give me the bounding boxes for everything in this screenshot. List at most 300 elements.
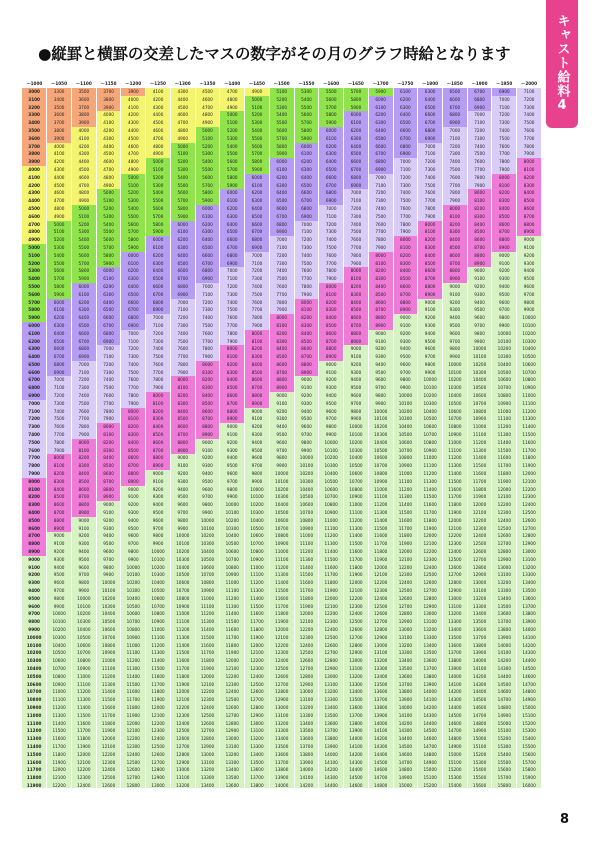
table-cell: 12700 <box>121 774 146 782</box>
table-cell: 8800 <box>294 361 319 369</box>
table-cell: 10000 <box>344 423 369 431</box>
table-cell: 8300 <box>146 415 171 423</box>
table-cell: 6800 <box>319 189 344 197</box>
table-cell: 9500 <box>71 556 96 564</box>
table-cell: 12400 <box>344 610 369 618</box>
table-cell: 9600 <box>96 548 121 556</box>
table-cell: 14300 <box>393 727 418 735</box>
table-cell: 6000 <box>319 127 344 135</box>
column-header: 〜1800 <box>418 80 443 88</box>
table-cell: 12000 <box>517 470 542 478</box>
table-cell: 11000 <box>121 642 146 650</box>
table-cell: 13700 <box>319 727 344 735</box>
table-cell: 11300 <box>467 447 492 455</box>
table-cell: 8700 <box>418 275 443 283</box>
table-cell: 7200 <box>22 415 47 423</box>
table-cell: 8000 <box>517 158 542 166</box>
table-cell: 13300 <box>442 618 467 626</box>
table-cell: 6900 <box>71 353 96 361</box>
table-cell: 6400 <box>96 299 121 307</box>
table-cell: 13300 <box>492 587 517 595</box>
table-cell: 13900 <box>294 759 319 767</box>
table-cell: 4900 <box>22 236 47 244</box>
table-cell: 9000 <box>294 376 319 384</box>
table-cell: 15400 <box>517 735 542 743</box>
table-cell: 13600 <box>442 642 467 650</box>
table-cell: 13500 <box>368 681 393 689</box>
table-cell: 12600 <box>96 782 121 788</box>
table-cell: 8100 <box>22 486 47 494</box>
table-cell: 6100 <box>294 150 319 158</box>
table-cell: 12000 <box>319 595 344 603</box>
table-cell: 13200 <box>220 751 245 759</box>
table-cell: 5600 <box>96 236 121 244</box>
table-cell: 8300 <box>170 400 195 408</box>
table-cell: 4500 <box>47 182 72 190</box>
table-cell: 9600 <box>121 532 146 540</box>
table-cell: 8800 <box>22 540 47 548</box>
table-cell: 9800 <box>467 330 492 338</box>
table-cell: 9100 <box>170 462 195 470</box>
table-row <box>22 330 542 338</box>
table-cell: 10700 <box>220 556 245 564</box>
table-cell: 9800 <box>442 345 467 353</box>
table-cell: 12700 <box>319 649 344 657</box>
table-cell: 12700 <box>368 618 393 626</box>
table-cell: 8900 <box>442 275 467 283</box>
table-cell: 5800 <box>344 96 369 104</box>
table-cell: 13200 <box>492 579 517 587</box>
table-cell: 3600 <box>22 135 47 143</box>
table-cell: 9700 <box>517 291 542 299</box>
table-cell: 7800 <box>269 299 294 307</box>
table-cell: 14100 <box>418 696 443 704</box>
table-cell: 8900 <box>22 548 47 556</box>
table-cell: 10900 <box>368 478 393 486</box>
table-cell: 14100 <box>344 743 369 751</box>
table-cell: 14400 <box>442 704 467 712</box>
table-cell: 11500 <box>71 712 96 720</box>
table-cell: 13000 <box>467 579 492 587</box>
table-cell: 10500 <box>492 369 517 377</box>
table-cell: 5500 <box>245 135 270 143</box>
table-cell: 14500 <box>368 759 393 767</box>
table-cell: 8800 <box>467 252 492 260</box>
table-cell: 13300 <box>269 727 294 735</box>
table-cell: 11600 <box>368 532 393 540</box>
table-cell: 8900 <box>294 369 319 377</box>
table-cell: 9000 <box>96 501 121 509</box>
table-row <box>22 751 542 759</box>
table-cell: 13800 <box>269 766 294 774</box>
table-cell: 6400 <box>170 252 195 260</box>
table-cell: 9500 <box>442 322 467 330</box>
table-cell: 4400 <box>71 158 96 166</box>
table-cell: 14100 <box>368 727 393 735</box>
table-cell: 10200 <box>195 532 220 540</box>
table-cell: 9800 <box>492 314 517 322</box>
table-cell: 10000 <box>121 564 146 572</box>
table-cell: 8700 <box>96 478 121 486</box>
table-cell: 8300 <box>269 338 294 346</box>
table-cell: 11700 <box>269 603 294 611</box>
table-cell: 12900 <box>442 587 467 595</box>
table-cell: 14800 <box>418 751 443 759</box>
table-cell: 11200 <box>294 548 319 556</box>
table-cell: 6100 <box>344 119 369 127</box>
table-cell: 7900 <box>96 415 121 423</box>
table-cell: 11500 <box>146 665 171 673</box>
table-cell: 8800 <box>245 392 270 400</box>
table-cell: 6500 <box>294 182 319 190</box>
table-row <box>22 236 542 244</box>
table-cell: 10300 <box>418 400 443 408</box>
table-cell: 6200 <box>195 221 220 229</box>
table-cell: 11100 <box>294 540 319 548</box>
table-cell: 6000 <box>368 96 393 104</box>
table-cell: 9000 <box>22 556 47 564</box>
table-cell: 5900 <box>269 150 294 158</box>
table-cell: 6800 <box>47 361 72 369</box>
table-cell: 4000 <box>121 96 146 104</box>
table-cell: 7800 <box>517 143 542 151</box>
table-cell: 11900 <box>442 509 467 517</box>
table-cell: 7600 <box>220 314 245 322</box>
table-cell: 9300 <box>269 415 294 423</box>
table-cell: 7800 <box>393 221 418 229</box>
table-cell: 14100 <box>319 759 344 767</box>
table-cell: 6400 <box>195 236 220 244</box>
table-cell: 9700 <box>418 353 443 361</box>
table-cell: 8400 <box>269 345 294 353</box>
table-cell: 5600 <box>269 127 294 135</box>
table-cell: 9600 <box>195 486 220 494</box>
table-cell: 5700 <box>319 104 344 112</box>
table-cell: 10000 <box>294 454 319 462</box>
table-cell: 7400 <box>269 267 294 275</box>
table-cell: 15300 <box>442 774 467 782</box>
table-cell: 9700 <box>492 306 517 314</box>
table-cell: 5300 <box>121 197 146 205</box>
table-cell: 9100 <box>368 338 393 346</box>
table-cell: 9900 <box>344 415 369 423</box>
table-cell: 13200 <box>418 626 443 634</box>
table-cell: 8500 <box>96 462 121 470</box>
table-cell: 3500 <box>22 127 47 135</box>
table-cell: 7700 <box>121 384 146 392</box>
table-cell: 14900 <box>492 712 517 720</box>
table-cell: 6500 <box>245 213 270 221</box>
table-cell: 15400 <box>492 751 517 759</box>
table-cell: 5100 <box>121 182 146 190</box>
table-cell: 9900 <box>294 447 319 455</box>
table-cell: 8500 <box>245 369 270 377</box>
table-cell: 8600 <box>517 205 542 213</box>
table-cell: 11900 <box>269 618 294 626</box>
table-cell: 7800 <box>467 174 492 182</box>
table-cell: 11600 <box>71 720 96 728</box>
table-cell: 14900 <box>393 774 418 782</box>
table-cell: 9800 <box>418 361 443 369</box>
table-cell: 10000 <box>170 532 195 540</box>
table-cell: 13400 <box>492 595 517 603</box>
table-cell: 8000 <box>294 299 319 307</box>
table-cell: 8700 <box>269 369 294 377</box>
table-cell: 8100 <box>245 338 270 346</box>
table-cell: 8900 <box>220 415 245 423</box>
table-cell: 6400 <box>344 143 369 151</box>
table-cell: 7700 <box>245 306 270 314</box>
table-cell: 9200 <box>220 439 245 447</box>
table-cell: 10900 <box>467 415 492 423</box>
table-cell: 9600 <box>245 454 270 462</box>
table-cell: 11400 <box>195 626 220 634</box>
table-cell: 7100 <box>442 135 467 143</box>
table-cell: 11100 <box>170 618 195 626</box>
table-cell: 13400 <box>393 657 418 665</box>
table-row <box>22 462 542 470</box>
table-cell: 8900 <box>418 291 443 299</box>
table-cell: 7500 <box>195 322 220 330</box>
table-cell: 10200 <box>47 626 72 634</box>
table-cell: 10200 <box>442 376 467 384</box>
table-cell: 13000 <box>517 548 542 556</box>
table-cell: 5000 <box>121 174 146 182</box>
table-cell: 11900 <box>121 712 146 720</box>
table-cell: 5200 <box>245 111 270 119</box>
table-cell: 6300 <box>170 244 195 252</box>
table-cell: 13300 <box>319 696 344 704</box>
table-cell: 8000 <box>442 205 467 213</box>
table-cell: 12500 <box>344 618 369 626</box>
table-cell: 5200 <box>47 236 72 244</box>
table-cell: 12300 <box>121 743 146 751</box>
table-cell: 12000 <box>467 501 492 509</box>
table-cell: 11800 <box>22 774 47 782</box>
table-cell: 9700 <box>269 447 294 455</box>
table-cell: 5600 <box>220 158 245 166</box>
table-cell: 10100 <box>418 384 443 392</box>
table-cell: 10600 <box>96 626 121 634</box>
table-cell: 10700 <box>195 571 220 579</box>
table-cell: 10100 <box>121 571 146 579</box>
table-cell: 6900 <box>22 392 47 400</box>
table-cell: 14700 <box>517 681 542 689</box>
column-header: 〜1200 <box>121 80 146 88</box>
table-cell: 8300 <box>517 182 542 190</box>
table-cell: 10200 <box>245 501 270 509</box>
table-cell: 5800 <box>195 189 220 197</box>
table-cell: 11700 <box>22 766 47 774</box>
table-cell: 7900 <box>492 166 517 174</box>
table-cell: 8300 <box>319 306 344 314</box>
table-row <box>22 439 542 447</box>
table-cell: 12200 <box>245 657 270 665</box>
table-cell: 13700 <box>294 743 319 751</box>
table-cell: 4400 <box>47 174 72 182</box>
table-cell: 8800 <box>47 517 72 525</box>
table-row <box>22 423 542 431</box>
table-cell: 11400 <box>368 517 393 525</box>
table-cell: 10800 <box>195 579 220 587</box>
table-cell: 12100 <box>96 743 121 751</box>
table-cell: 13600 <box>393 673 418 681</box>
table-cell: 5300 <box>245 119 270 127</box>
table-cell: 9400 <box>368 361 393 369</box>
table-cell: 7300 <box>517 104 542 112</box>
table-cell: 11500 <box>195 634 220 642</box>
table-cell: 7900 <box>170 369 195 377</box>
table-cell: 10600 <box>467 392 492 400</box>
table-cell: 5600 <box>294 111 319 119</box>
table-cell: 12400 <box>393 579 418 587</box>
table-cell: 4500 <box>22 205 47 213</box>
table-cell: 14200 <box>418 704 443 712</box>
table-cell: 8200 <box>319 299 344 307</box>
table-cell: 9000 <box>344 345 369 353</box>
table-cell: 7700 <box>220 322 245 330</box>
table-cell: 13000 <box>393 626 418 634</box>
table-cell: 11200 <box>96 673 121 681</box>
table-cell: 10300 <box>393 415 418 423</box>
table-cell: 10100 <box>22 642 47 650</box>
table-cell: 10600 <box>319 486 344 494</box>
table-cell: 11500 <box>467 462 492 470</box>
table-cell: 12200 <box>96 751 121 759</box>
table-cell: 9700 <box>146 525 171 533</box>
table-cell: 12200 <box>269 642 294 650</box>
table-cell: 12800 <box>245 704 270 712</box>
table-cell: 12400 <box>96 766 121 774</box>
table-cell: 7000 <box>319 205 344 213</box>
table-cell: 8300 <box>220 369 245 377</box>
table-cell: 10300 <box>492 353 517 361</box>
table-cell: 7800 <box>368 236 393 244</box>
table-cell: 12600 <box>517 517 542 525</box>
table-cell: 12900 <box>146 774 171 782</box>
table-cell: 11400 <box>269 579 294 587</box>
table-cell: 8500 <box>492 213 517 221</box>
table-cell: 7400 <box>22 431 47 439</box>
table-cell: 8000 <box>269 314 294 322</box>
table-cell: 10900 <box>418 447 443 455</box>
table-cell: 8900 <box>170 447 195 455</box>
table-cell: 7600 <box>319 252 344 260</box>
table-cell: 10200 <box>418 392 443 400</box>
table-cell: 5400 <box>195 158 220 166</box>
table-cell: 7400 <box>220 299 245 307</box>
table-cell: 7200 <box>467 127 492 135</box>
table-cell: 11500 <box>170 649 195 657</box>
table-row <box>22 143 542 151</box>
table-cell: 5900 <box>220 182 245 190</box>
table-cell: 8500 <box>517 197 542 205</box>
table-cell: 6900 <box>442 119 467 127</box>
table-cell: 8400 <box>418 252 443 260</box>
table-cell: 10400 <box>245 517 270 525</box>
table-cell: 13500 <box>344 696 369 704</box>
table-cell: 13100 <box>294 696 319 704</box>
table-cell: 7500 <box>517 119 542 127</box>
table-cell: 8300 <box>344 291 369 299</box>
table-cell: 7000 <box>47 376 72 384</box>
table-row <box>22 415 542 423</box>
table-cell: 12000 <box>195 673 220 681</box>
table-row <box>22 205 542 213</box>
table-cell: 12500 <box>368 603 393 611</box>
table-cell: 6100 <box>393 88 418 96</box>
table-cell: 7900 <box>47 447 72 455</box>
table-cell: 11000 <box>368 486 393 494</box>
table-cell: 9200 <box>47 548 72 556</box>
table-cell: 9200 <box>368 345 393 353</box>
table-cell: 14000 <box>344 735 369 743</box>
table-cell: 9300 <box>245 431 270 439</box>
table-cell: 12100 <box>418 540 443 548</box>
table-cell: 6700 <box>319 182 344 190</box>
table-cell: 14100 <box>517 634 542 642</box>
table-cell: 7400 <box>467 143 492 151</box>
table-cell: 7000 <box>368 174 393 182</box>
table-row <box>22 766 542 774</box>
table-cell: 4400 <box>96 143 121 151</box>
table-cell: 7100 <box>492 104 517 112</box>
table-cell: 10400 <box>121 595 146 603</box>
table-cell: 5900 <box>344 104 369 112</box>
table-cell: 8100 <box>393 244 418 252</box>
table-cell: 4700 <box>22 221 47 229</box>
table-cell: 10900 <box>146 618 171 626</box>
table-cell: 9000 <box>368 330 393 338</box>
table-cell: 11800 <box>71 735 96 743</box>
table-cell: 10500 <box>467 384 492 392</box>
table-cell: 6700 <box>418 119 443 127</box>
table-cell: 6900 <box>195 275 220 283</box>
table-cell: 12700 <box>517 525 542 533</box>
table-cell: 7500 <box>467 150 492 158</box>
table-cell: 9300 <box>47 556 72 564</box>
table-cell: 12800 <box>170 751 195 759</box>
table-cell: 13600 <box>418 657 443 665</box>
table-cell: 8700 <box>245 384 270 392</box>
table-cell: 4800 <box>22 228 47 236</box>
table-cell: 7000 <box>22 400 47 408</box>
table-cell: 6500 <box>195 244 220 252</box>
table-cell: 11700 <box>245 618 270 626</box>
table-cell: 3900 <box>22 158 47 166</box>
table-cell: 10000 <box>517 314 542 322</box>
table-cell: 12100 <box>269 634 294 642</box>
table-cell: 8400 <box>22 509 47 517</box>
table-cell: 14200 <box>344 751 369 759</box>
table-cell: 7600 <box>71 408 96 416</box>
table-cell: 5300 <box>269 104 294 112</box>
table-cell: 13200 <box>170 782 195 788</box>
table-cell: 15400 <box>442 782 467 788</box>
table-cell: 11400 <box>294 564 319 572</box>
table-cell: 11600 <box>47 735 72 743</box>
table-cell: 12700 <box>418 587 443 595</box>
table-cell: 5600 <box>245 143 270 151</box>
table-cell: 8000 <box>344 267 369 275</box>
table-cell: 8200 <box>121 423 146 431</box>
table-cell: 10800 <box>269 532 294 540</box>
table-cell: 5500 <box>121 213 146 221</box>
table-cell: 6200 <box>319 143 344 151</box>
table-cell: 11600 <box>96 704 121 712</box>
table-cell: 7600 <box>393 205 418 213</box>
table-cell: 11300 <box>517 415 542 423</box>
